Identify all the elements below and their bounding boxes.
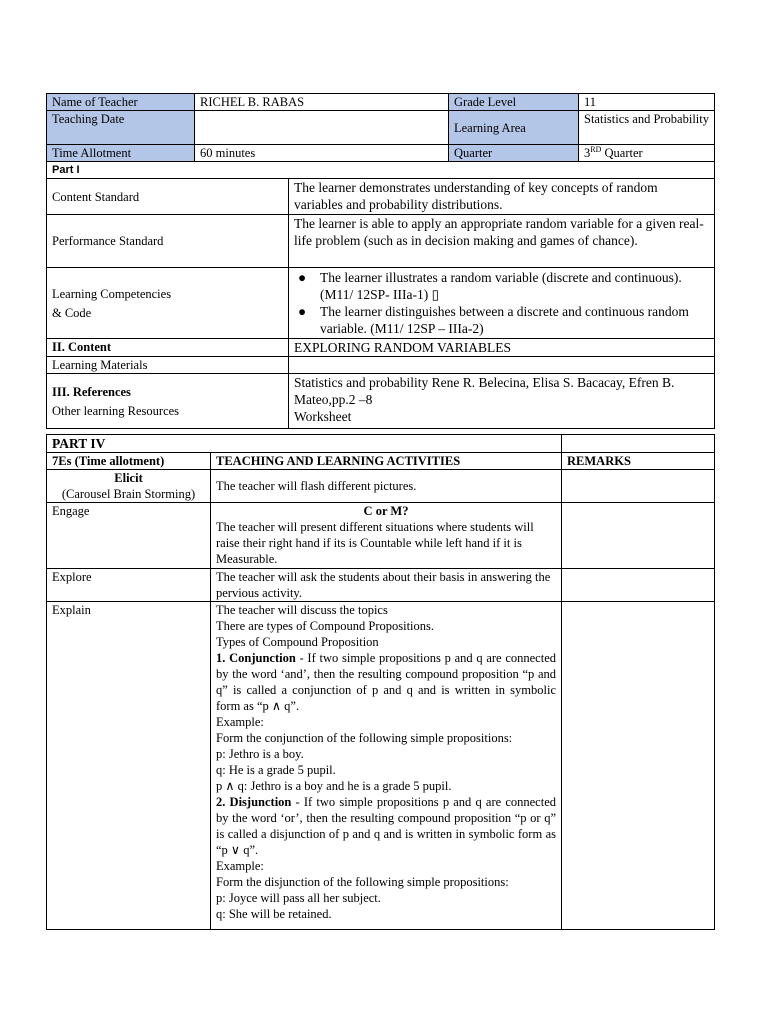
explore-remarks — [562, 569, 715, 602]
col-header-remarks: REMARKS — [562, 453, 715, 470]
explore-text: The teacher will ask the students about their basis in answering the pervious activity. — [211, 569, 562, 602]
content-section-value: EXPLORING RANDOM VARIABLES — [289, 339, 715, 357]
references-value: Statistics and probability Rene R. Belecina, Elisa S. Bacacay, Efren B. Mateo,pp.2 –8 Worksheet — [289, 374, 715, 429]
elicit-label: Elicit (Carousel Brain Storming) — [47, 470, 211, 503]
quarter-value: 3RD Quarter — [579, 145, 715, 162]
elicit-remarks — [562, 470, 715, 503]
grade-level-label: Grade Level — [449, 94, 579, 111]
disjunction-definition: 2. Disjunction - If two simple propositions p and q are connected by the word ‘or’, then the resulting compound proposition “p or q” is called a disjunction of p and q and is written in symbolic form as “p ∨ q”. — [216, 795, 557, 857]
col-header-7es: 7Es (Time allotment) — [47, 453, 211, 470]
teaching-date-label: Teaching Date — [47, 111, 195, 145]
explain-cell: The teacher will discuss the topics There are types of Compound Propositions. Types of Compound Proposition 1. Conjunction - If two simple propositions p and q are connected by the word ‘and’, then the resulting compound proposition “p and q” is called a conjunction of p and q and is written in symbolic form as “p ∧ q”. Example: Form the conjunction of the following simple propositions: p: Jethro is a boy. q: He is a grade 5 pupil. p ∧ q: Jethro is a boy and he is a grade 5 pupil. 2. Disjunction - If two simple propositions p and q are connected by the word ‘or’, then the resulting compound proposition “p or q” is called a disjunction of p and q and is written in symbolic form as “p ∨ q”. Example: Form the disjunction of the following simple propositions: p: Joyce will pass all her subject. q: She will be retained. — [211, 602, 562, 930]
conjunction-definition: 1. Conjunction - If two simple propositions p and q are connected by the word ‘and’, then the resulting compound proposition “p and q” is called a conjunction of p and q and is written in symbolic form as “p ∧ q”. — [216, 651, 557, 713]
learning-area-label: Learning Area — [449, 111, 579, 145]
grade-level-value: 11 — [579, 94, 715, 111]
content-standard-text: The learner demonstrates understanding of key concepts of random variables and probability distributions. — [289, 179, 715, 215]
part4-table — [46, 434, 715, 930]
performance-standard-label: Performance Standard — [47, 215, 289, 268]
part1-title: Part I — [47, 162, 715, 179]
explain-remarks — [562, 602, 715, 930]
col-header-activities: TEACHING AND LEARNING ACTIVITIES — [211, 453, 562, 470]
quarter-label: Quarter — [449, 145, 579, 162]
engage-remarks — [562, 503, 715, 569]
content-standard-label: Content Standard — [47, 179, 289, 215]
elicit-text: The teacher will flash different pictures. — [211, 470, 562, 503]
part1-table — [46, 161, 715, 429]
engage-text: The teacher will present different situations where students will raise their right hand if its is Countable while left hand if it is Measurable. — [216, 520, 534, 566]
list-item: ● The learner illustrates a random variable (discrete and continuous). (M11/ 12SP- IIIa-1) ▯ — [298, 270, 682, 302]
explain-label: Explain — [47, 602, 211, 930]
time-allotment-value: 60 minutes — [195, 145, 449, 162]
teacher-name-value: RICHEL B. RABAS — [195, 94, 449, 111]
learning-materials-value — [289, 357, 715, 374]
explore-label: Explore — [47, 569, 211, 602]
content-section-label: II. Content — [47, 339, 289, 357]
learning-materials-label: Learning Materials — [47, 357, 289, 374]
competencies-label: Learning Competencies & Code — [47, 268, 289, 339]
part4-title-blank — [562, 435, 715, 453]
performance-standard-text: The learner is able to apply an appropriate random variable for a given real-life problem (such as in decision making and games of chance). — [289, 215, 715, 268]
time-allotment-label: Time Allotment — [47, 145, 195, 162]
learning-area-value: Statistics and Probability — [579, 111, 715, 145]
teaching-date-value — [195, 111, 449, 145]
engage-cell — [211, 503, 562, 569]
competencies-list — [289, 268, 715, 339]
references-label: III. References Other learning Resources — [47, 374, 289, 429]
header-table — [46, 93, 715, 162]
list-item: ● The learner distinguishes between a discrete and continuous random variable. (M11/ 12SP – IIIa-2) — [298, 304, 689, 336]
part4-title: PART IV — [47, 435, 562, 453]
engage-label: Engage — [47, 503, 211, 569]
teacher-name-label: Name of Teacher — [47, 94, 195, 111]
engage-title: C or M? — [363, 504, 409, 518]
